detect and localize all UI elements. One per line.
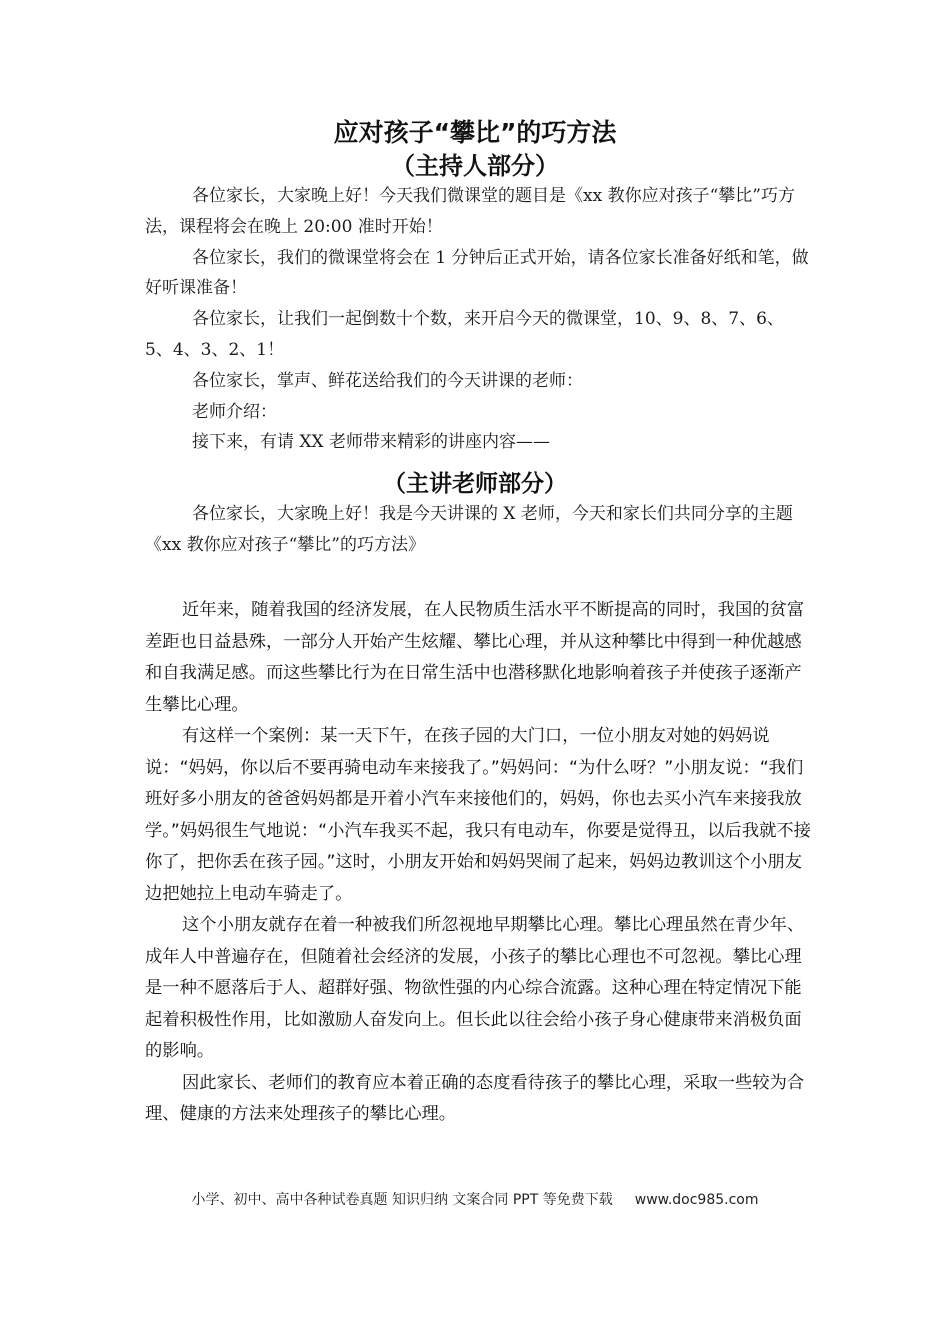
body-paragraph: 近年来，随着我国的经济发展，在人民物质生活水平不断提高的同时，我国的贫富差距也日益悬殊，一部分人开始产生炫耀、攀比心理，并从这种攀比中得到一种优越感和自我满足感。而这些攀比行为在日常生活中也潜移默化地影响着孩子并使孩子逐渐产生攀比心理。 — [145, 600, 805, 715]
speaker-intro-block — [145, 499, 811, 561]
host-paragraph: 接下来，有请 XX 老师带来精彩的讲座内容—— — [192, 432, 551, 453]
speaker-intro-paragraph: 各位家长，大家晚上好！我是今天讲课的 X 老师，今天和家长们共同分享的主题《xx 教你应对孩子“攀比”的巧方法》 — [145, 504, 793, 555]
footer-text: 小学、初中、高中各种试卷真题 知识归纳 文案合同 PPT 等免费下载 — [191, 1192, 613, 1208]
body-paragraph: 有这样一个案例：某一天下午，在孩子园的大门口，一位小朋友对她的妈妈说说：“妈妈，你以后不要再骑电动车来接我了。”妈妈问：“为什么呀？”小朋友说：“我们班好多小朋友的爸爸妈妈都是开着小汽车来接他们的，妈妈，你也去买小汽车来接我放学。”妈妈很生气地说：“小汽车我买不起，我只有电动车，你要是觉得丑，以后我就不接你了，把你丢在孩子园。”这时，小朋友开始和妈妈哭闹了起来，妈妈边教训这个小朋友边把她拉上电动车骑走了。 — [145, 726, 811, 904]
body-paragraph: 因此家长、老师们的教育应本着正确的态度看待孩子的攀比心理，采取一些较为合理、健康的方法来处理孩子的攀比心理。 — [145, 1072, 805, 1124]
host-paragraph: 各位家长，掌声、鲜花送给我们的今天讲课的老师： — [192, 370, 583, 391]
document-title: 应对孩子“攀比”的巧方法 — [333, 118, 617, 147]
host-section-heading: （主持人部分） — [391, 152, 559, 180]
host-section-body — [145, 181, 811, 458]
host-paragraph: 各位家长，大家晚上好！今天我们微课堂的题目是《xx 教你应对孩子“攀比”巧方法，课程将会在晚上 20:00 准时开始！ — [145, 186, 795, 237]
host-paragraph: 老师介绍： — [192, 401, 277, 422]
page-footer — [0, 1189, 950, 1211]
host-paragraph: 各位家长，我们的微课堂将会在 1 分钟后正式开始，请各位家长准备好纸和笔，做好听课准备！ — [145, 247, 809, 299]
host-paragraph: 各位家长，让我们一起倒数十个数，来开启今天的微课堂，10、9、8、7、6、5、4、3、2、1！ — [145, 309, 784, 360]
footer-url-link[interactable]: www.doc985.com — [634, 1192, 759, 1208]
lecture-body — [145, 595, 811, 1131]
body-paragraph: 这个小朋友就存在着一种被我们所忽视地早期攀比心理。攀比心理虽然在青少年、成年人中普遍存在，但随着社会经济的发展，小孩子的攀比心理也不可忽视。攀比心理是一种不愿落后于人、超群好强、物欲性强的内心综合流露。这种心理在特定情况下能起着积极性作用，比如激励人奋发向上。但长此以往会给小孩子身心健康带来消极负面的影响。 — [145, 915, 805, 1061]
speaker-section-heading: （主讲老师部分） — [383, 471, 567, 497]
